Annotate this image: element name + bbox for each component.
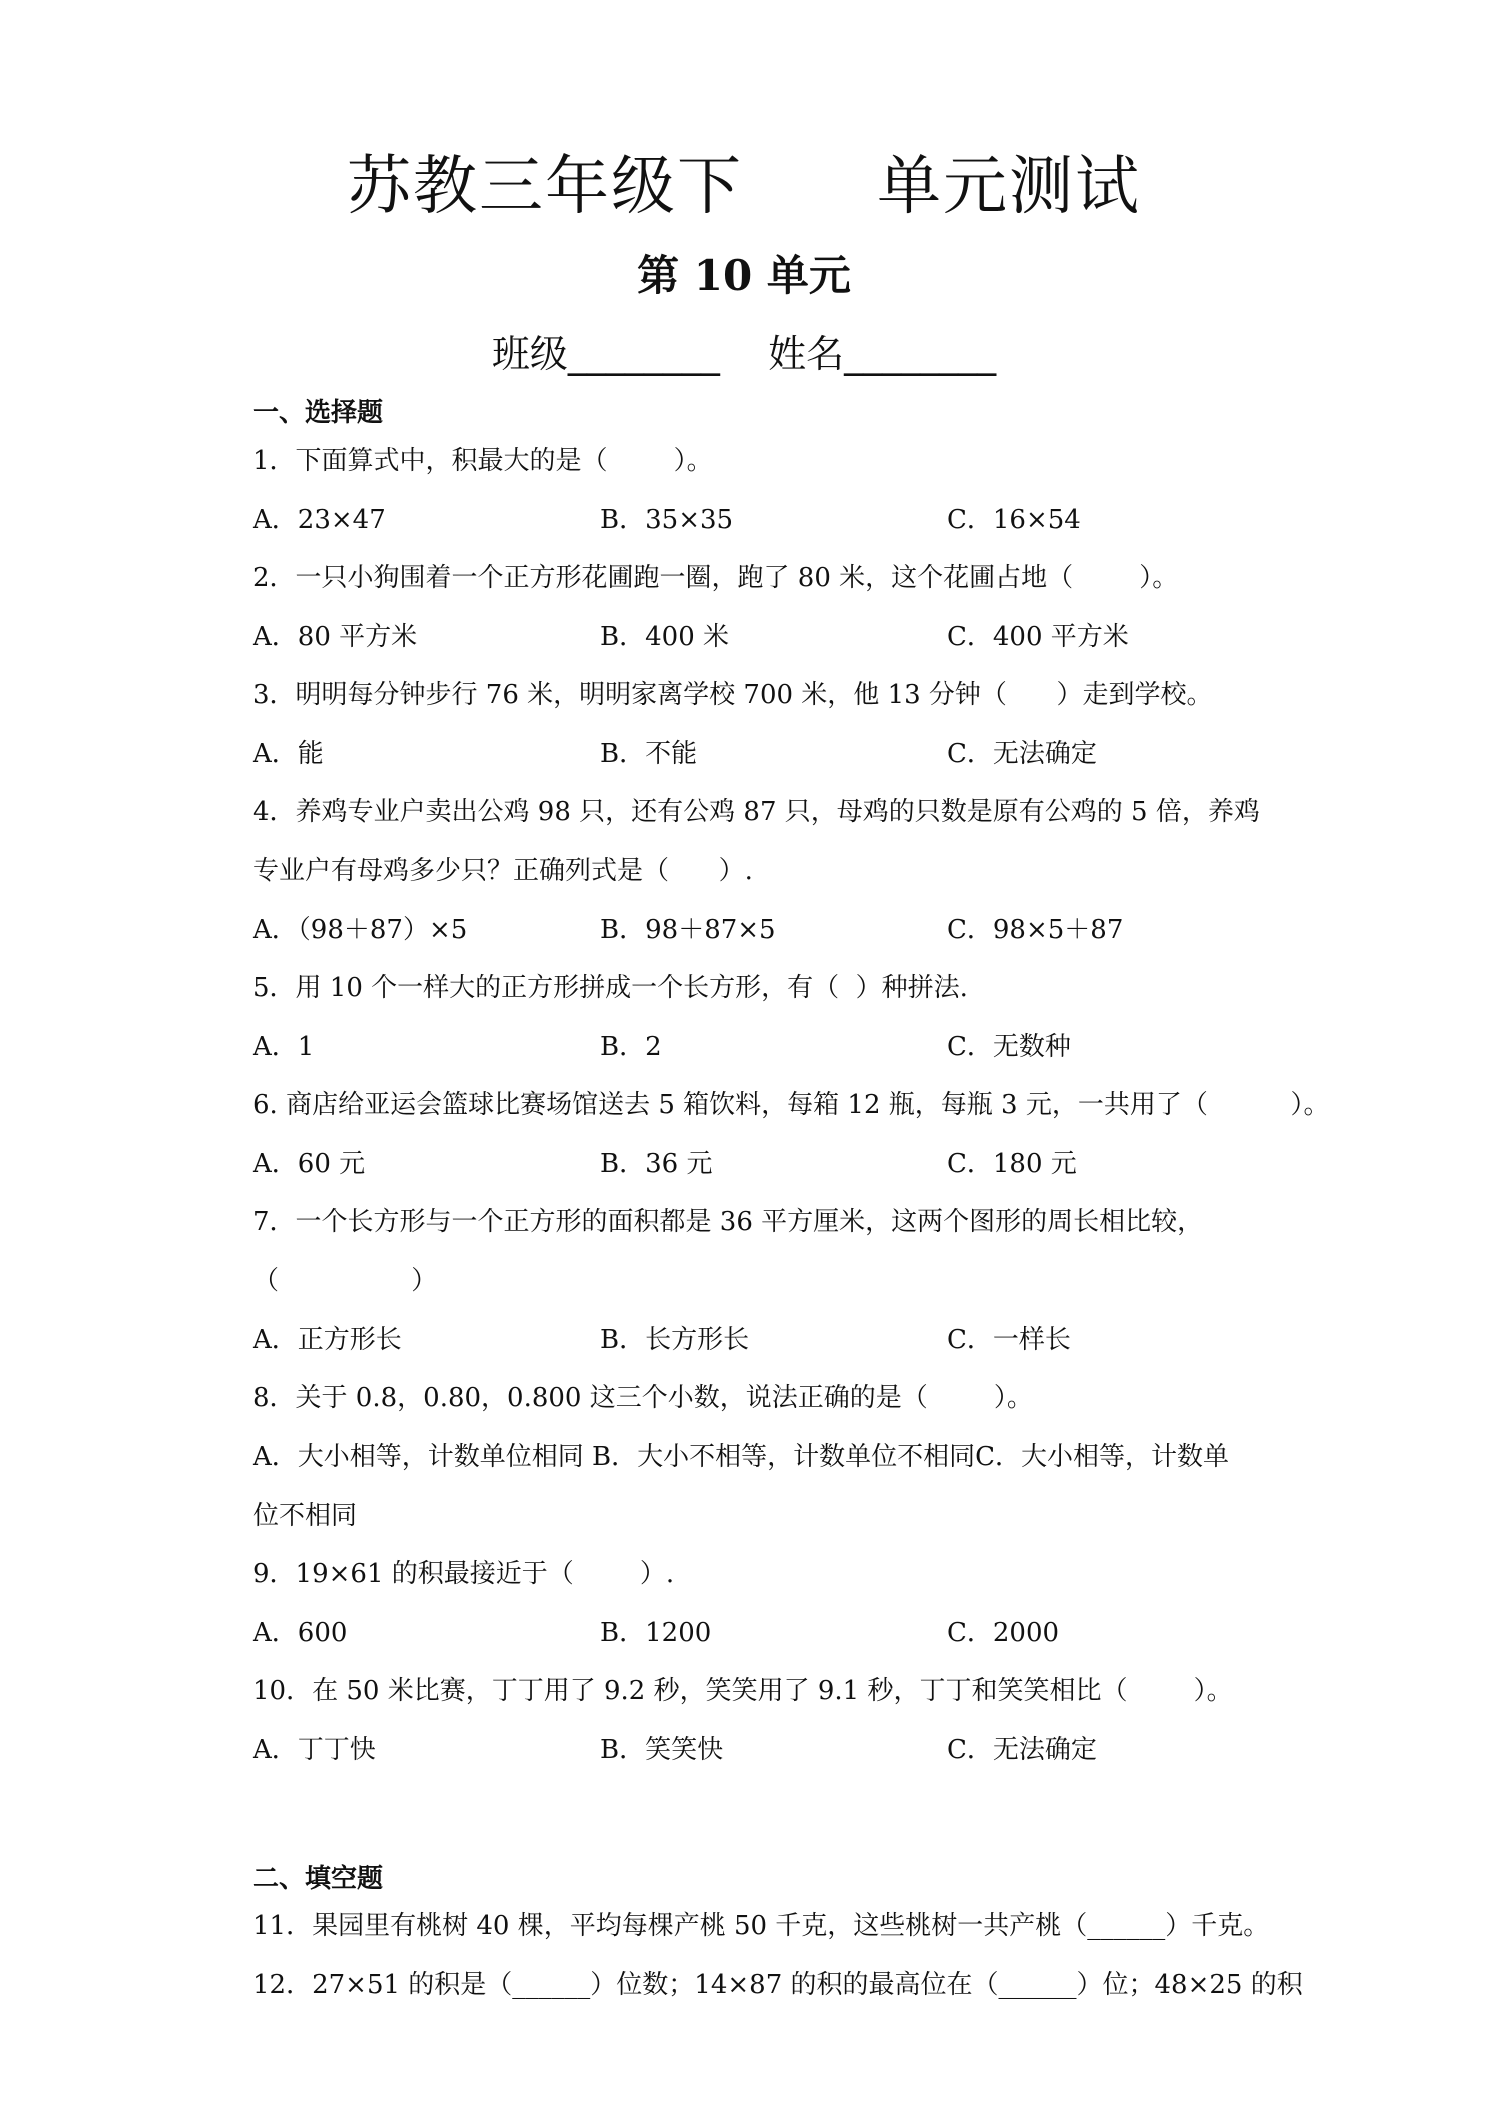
- q10-option-c: C．无法确定: [947, 1735, 1097, 1765]
- q6-option-b: B．36 元: [600, 1149, 713, 1179]
- q9-option-c: C．2000: [947, 1618, 1060, 1648]
- worksheet-title: 苏教三年级下 单元测试: [346, 150, 1142, 224]
- question-8: 8．关于 0.8，0.80，0.800 这三个小数，说法正确的是（ ）。: [253, 1383, 1033, 1413]
- question-11: 11．果园里有桃树 40 棵，平均每棵产桃 50 千克，这些桃树一共产桃（______）千克。: [253, 1911, 1270, 1941]
- q8-options: A．大小相等，计数单位相同 B．大小不相等，计数单位不相同C．大小相等，计数单: [253, 1442, 1230, 1472]
- q2-option-c: C．400 平方米: [947, 622, 1129, 652]
- q2-option-a: A．80 平方米: [253, 622, 418, 652]
- question-5: 5．用 10 个一样大的正方形拼成一个长方形，有（ ）种拼法.: [253, 973, 968, 1003]
- class-name-line: 班级________ 姓名________: [491, 332, 997, 376]
- question-7-cont: （ ）: [253, 1266, 438, 1296]
- question-4-cont: 专业户有母鸡多少只？正确列式是（ ）.: [253, 856, 753, 886]
- question-2: 2．一只小狗围着一个正方形花圃跑一圈，跑了 80 米，这个花圃占地（ ）。: [253, 563, 1179, 593]
- section-heading-choice: 一、选择题: [253, 398, 384, 428]
- q1-option-b: B．35×35: [600, 505, 734, 535]
- question-6: 6. 商店给亚运会篮球比赛场馆送去 5 箱饮料，每箱 12 瓶，每瓶 3 元，一共用了（ ）。: [253, 1090, 1330, 1120]
- q3-option-a: A．能: [253, 739, 324, 769]
- q2-option-b: B．400 米: [600, 622, 729, 652]
- q10-option-b: B．笑笑快: [600, 1735, 724, 1765]
- question-3: 3．明明每分钟步行 76 米，明明家离学校 700 米，他 13 分钟（ ）走到学校。: [253, 680, 1213, 710]
- q4-option-b: B．98＋87×5: [600, 915, 776, 945]
- q10-option-a: A．丁丁快: [253, 1735, 376, 1765]
- q9-option-b: B．1200: [600, 1618, 712, 1648]
- q1-option-a: A．23×47: [253, 505, 386, 535]
- question-9: 9．19×61 的积最接近于（ ）.: [253, 1559, 675, 1589]
- q3-option-c: C．无法确定: [947, 739, 1097, 769]
- question-4: 4．养鸡专业户卖出公鸡 98 只，还有公鸡 87 只，母鸡的只数是原有公鸡的 5 倍，养鸡: [253, 797, 1260, 827]
- q4-option-a: A．（98＋87）×5: [253, 915, 468, 945]
- question-1: 1．下面算式中，积最大的是（ ）。: [253, 446, 713, 476]
- q7-option-c: C．一样长: [947, 1325, 1071, 1355]
- q7-option-b: B．长方形长: [600, 1325, 750, 1355]
- q9-option-a: A．600: [253, 1618, 348, 1648]
- q6-option-a: A．60 元: [253, 1149, 366, 1179]
- unit-subtitle: 第 10 单元: [637, 251, 851, 300]
- question-12: 12．27×51 的积是（______）位数；14×87 的积的最高位在（______）位；48×25 的积: [253, 1970, 1303, 2000]
- question-7: 7．一个长方形与一个正方形的面积都是 36 平方厘米，这两个图形的周长相比较，: [253, 1207, 1204, 1237]
- q4-option-c: C．98×5＋87: [947, 915, 1124, 945]
- q8-options-cont: 位不相同: [253, 1501, 358, 1531]
- q6-option-c: C．180 元: [947, 1149, 1077, 1179]
- q7-option-a: A．正方形长: [253, 1325, 402, 1355]
- q5-option-a: A．1: [253, 1032, 315, 1062]
- question-10: 10．在 50 米比赛，丁丁用了 9.2 秒，笑笑用了 9.1 秒，丁丁和笑笑相比（ ）。: [253, 1676, 1233, 1706]
- q5-option-b: B．2: [600, 1032, 662, 1062]
- q5-option-c: C．无数种: [947, 1032, 1071, 1062]
- q1-option-c: C．16×54: [947, 505, 1081, 535]
- section-heading-fill: 二、填空题: [253, 1864, 384, 1894]
- q3-option-b: B．不能: [600, 739, 698, 769]
